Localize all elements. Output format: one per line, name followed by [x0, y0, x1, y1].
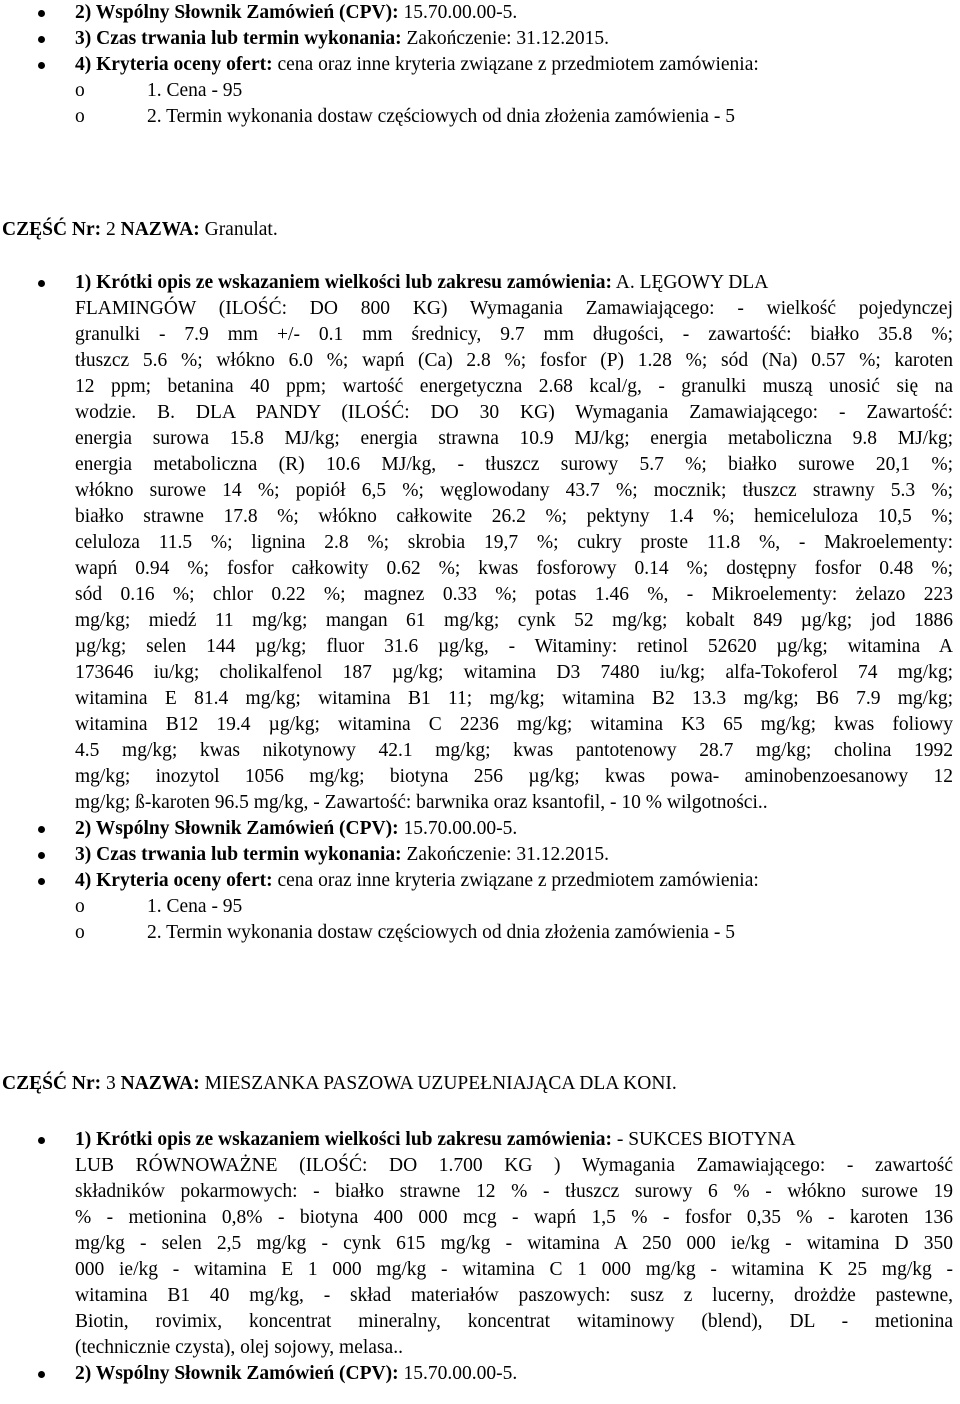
- part-label: CZĘŚĆ Nr:: [2, 219, 102, 240]
- term-line: [75, 26, 609, 52]
- part-number: 2: [101, 219, 121, 240]
- criterion-price: 1. Cena - 95: [147, 896, 243, 917]
- cpv-line: [75, 1361, 517, 1387]
- desc-text: A. LĘGOWY DLA: [611, 272, 769, 293]
- desc-line: 12 ppm; betanina 40 ppm; wartość energetyczna 2.68 kcal/g, - granulki muszą unosić się na: [75, 376, 953, 397]
- desc-line: mg/kg; miedź 11 mg/kg; mangan 61 mg/kg; cynk 52 mg/kg; kobalt 849 µg/kg; jod 1886: [75, 610, 953, 631]
- desc-line: witamina E 81.4 mg/kg; witamina B1 11; mg/kg; witamina B2 13.3 mg/kg; B6 7.9 mg/kg;: [75, 688, 953, 709]
- desc-line: 4.5 mg/kg; kwas nikotynowy 42.1 mg/kg; kwas pantotenowy 28.7 mg/kg; cholina 1992: [75, 740, 953, 761]
- criteria-label: 4) Kryteria oceny ofert:: [75, 54, 273, 75]
- term-label: 3) Czas trwania lub termin wykonania:: [75, 844, 402, 865]
- desc-line: składników pokarmowych: - białko strawne 12 % - tłuszcz surowy 6 % - włókno surowe 19: [75, 1181, 953, 1202]
- bullet-icon: [38, 852, 45, 859]
- part-number: 3: [101, 1073, 121, 1094]
- desc-line: granulki - 7.9 mm +/- 0.1 mm średnicy, 9.7 mm długości, - zawartość: białko 35.8 %;: [75, 324, 953, 345]
- bullet-icon: [38, 36, 45, 43]
- cpv-label: 2) Wspólny Słownik Zamówień (CPV):: [75, 2, 399, 23]
- criteria-value: cena oraz inne kryteria związane z przedmiotem zamówienia:: [272, 54, 759, 75]
- criterion-price: 1. Cena - 95: [147, 80, 243, 101]
- desc-label: 1) Krótki opis ze wskazaniem wielkości lub zakresu zamówienia:: [75, 1129, 612, 1150]
- desc-line: tłuszcz 5.6 %; włókno 6.0 %; wapń (Ca) 2.8 %; fosfor (P) 1.28 %; sód (Na) 0.57 %; karoten: [75, 350, 953, 371]
- desc-label: 1) Krótki opis ze wskazaniem wielkości lub zakresu zamówienia:: [75, 272, 612, 293]
- name-label: NAZWA:: [120, 219, 200, 240]
- desc-line: energia surowa 15.8 MJ/kg; energia strawna 10.9 MJ/kg; energia metaboliczna 9.8 MJ/kg;: [75, 428, 953, 449]
- part3-desc-first: [75, 1127, 796, 1153]
- part2-desc-first: [75, 270, 768, 296]
- sub-marker: o: [75, 922, 85, 943]
- sub-marker: o: [75, 896, 85, 917]
- bullet-icon: [38, 10, 45, 17]
- criteria-line: [75, 868, 759, 894]
- desc-line: celuloza 11.5 %; lignina 2.8 %; skrobia 19,7 %; cukry proste 11.8 %, - Makroelementy:: [75, 532, 953, 553]
- term-value: Zakończenie: 31.12.2015.: [401, 28, 610, 49]
- cpv-value: 15.70.00.00-5.: [398, 818, 518, 839]
- desc-line: wodzie. B. DLA PANDY (ILOŚĆ: DO 30 KG) Wymagania Zamawiającego: - Zawartość:: [75, 402, 953, 423]
- desc-line: % - metionina 0,8% - biotyna 400 000 mcg - wapń 1,5 % - fosfor 0,35 % - karoten 136: [75, 1207, 953, 1228]
- desc-line: witamina B1 40 mg/kg, - skład materiałów paszowych: susz z lucerny, drożdże pastewne,: [75, 1285, 953, 1306]
- desc-text: - SUKCES BIOTYNA: [611, 1129, 796, 1150]
- sub-marker: o: [75, 106, 85, 127]
- desc-line: FLAMINGÓW (ILOŚĆ: DO 800 KG) Wymagania Zamawiającego: - wielkość pojedynczej: [75, 298, 953, 319]
- part-label: CZĘŚĆ Nr:: [2, 1073, 102, 1094]
- desc-line: energia metaboliczna (R) 10.6 MJ/kg, - tłuszcz surowy 5.7 %; białko surowe 20,1 %;: [75, 454, 953, 475]
- criteria-label: 4) Kryteria oceny ofert:: [75, 870, 273, 891]
- desc-line: 000 ie/kg - witamina E 1 000 mg/kg - witamina C 1 000 mg/kg - witamina K 25 mg/kg -: [75, 1259, 953, 1280]
- cpv-value: 15.70.00.00-5.: [398, 1363, 518, 1384]
- cpv-line: [75, 0, 517, 26]
- bullet-icon: [38, 62, 45, 69]
- desc-line: LUB RÓWNOWAŻNE (ILOŚĆ: DO 1.700 KG ) Wymagania Zamawiającego: - zawartość: [75, 1155, 953, 1176]
- desc-line: białko strawne 17.8 %; włókno całkowite 26.2 %; pektyny 1.4 %; hemiceluloza 10,5 %;: [75, 506, 953, 527]
- criteria-value: cena oraz inne kryteria związane z przedmiotem zamówienia:: [272, 870, 759, 891]
- desc-line: włókno surowe 14 %; popiół 6,5 %; węglowodany 43.7 %; mocznik; tłuszcz strawny 5.3 %;: [75, 480, 953, 501]
- part-name: MIESZANKA PASZOWA UZUPEŁNIAJĄCA DLA KONI.: [199, 1073, 677, 1094]
- bullet-icon: [38, 280, 45, 287]
- term-line: [75, 842, 609, 868]
- sub-marker: o: [75, 80, 85, 101]
- bullet-icon: [38, 1371, 45, 1378]
- desc-line: sód 0.16 %; chlor 0.22 %; magnez 0.33 %; potas 1.46 %, - Mikroelementy: żelazo 223: [75, 584, 953, 605]
- desc-line: mg/kg; inozytol 1056 mg/kg; biotyna 256 µg/kg; kwas powa- aminobenzoesanowy 12: [75, 766, 953, 787]
- term-label: 3) Czas trwania lub termin wykonania:: [75, 28, 402, 49]
- desc-line: µg/kg; selen 144 µg/kg; fluor 31.6 µg/kg, - Witaminy: retinol 52620 µg/kg; witamina A: [75, 636, 953, 657]
- cpv-label: 2) Wspólny Słownik Zamówień (CPV):: [75, 1363, 399, 1384]
- cpv-value: 15.70.00.00-5.: [398, 2, 518, 23]
- desc-line: witamina B12 19.4 µg/kg; witamina C 2236 mg/kg; witamina K3 65 mg/kg; kwas foliowy: [75, 714, 953, 735]
- bullet-icon: [38, 1137, 45, 1144]
- desc-line: 173646 iu/kg; cholikalfenol 187 µg/kg; witamina D3 7480 iu/kg; alfa-Tokoferol 74 mg/kg;: [75, 662, 953, 683]
- desc-line: (technicznie czysta), olej sojowy, melasa..: [75, 1337, 403, 1358]
- desc-line: wapń 0.94 %; fosfor całkowity 0.62 %; kwas fosforowy 0.14 %; dostępny fosfor 0.48 %;: [75, 558, 953, 579]
- desc-line: Biotin, rovimix, koncentrat mineralny, koncentrat witaminowy (blend), DL - metionina: [75, 1311, 953, 1332]
- part3-heading: [2, 1071, 677, 1097]
- cpv-label: 2) Wspólny Słownik Zamówień (CPV):: [75, 818, 399, 839]
- criteria-line: [75, 52, 759, 78]
- part-name: Granulat.: [199, 219, 278, 240]
- criterion-delivery: 2. Termin wykonania dostaw częściowych od dnia złożenia zamówienia - 5: [147, 922, 735, 943]
- cpv-line: [75, 816, 517, 842]
- desc-line: mg/kg; ß-karoten 96.5 mg/kg, - Zawartość: barwnika oraz ksantofil, - 10 % wilgotności..: [75, 792, 768, 813]
- part2-heading: [2, 217, 278, 243]
- name-label: NAZWA:: [120, 1073, 200, 1094]
- bullet-icon: [38, 878, 45, 885]
- desc-line: mg/kg - selen 2,5 mg/kg - cynk 615 mg/kg - witamina A 250 000 ie/kg - witamina D 350: [75, 1233, 953, 1254]
- bullet-icon: [38, 826, 45, 833]
- term-value: Zakończenie: 31.12.2015.: [401, 844, 610, 865]
- criterion-delivery: 2. Termin wykonania dostaw częściowych od dnia złożenia zamówienia - 5: [147, 106, 735, 127]
